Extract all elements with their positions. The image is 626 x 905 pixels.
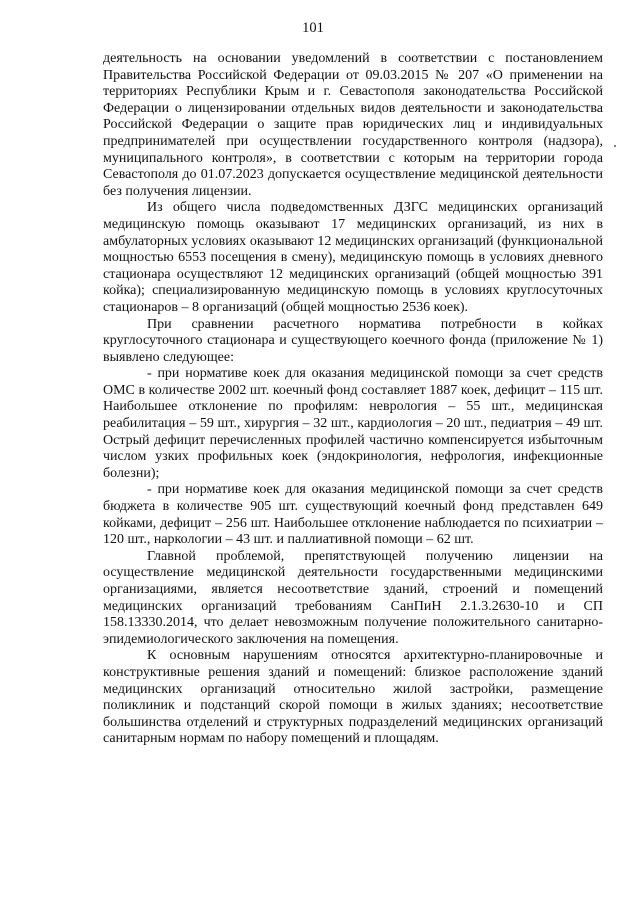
scan-speck — [614, 145, 616, 147]
list-item-oms-bed-deficit: - при нормативе коек для оказания медицинской помощи за счет средств ОМС в количестве 2002 шт. коечный фонд составляет 1887 коек, дефицит – 115 шт. Наибольшее отклонение по профилям: неврология – 55 шт., медицинская реабилитация – 59 шт., хирургия – 32 шт., кардиология – 20 шт., педиатрия – 49 шт. Острый дефицит перечисленных профилей частично компенсируется избыточным числом узких профильных коек (эндокринология, нефрология, инфекционные болезни); — [103, 366, 603, 481]
paragraph-licensing-continuation: деятельность на основании уведомлений в соответствии с постановлением Правительства Российской Федерации от 09.03.2015 № 207 «О применении на территориях Республики Крым и г. Севастополя законодательства Российской Федерации о лицензировании отдельных видов деятельности и законодательства Российской Федерации о защите прав юридических лиц и индивидуальных предпринимателей при осуществлении государственного контроля (надзора), муниципального контроля», в соответствии с которым на территории города Севастополя до 01.07.2023 допускается осуществление медицинской деятельности без получения лицензии. — [103, 51, 603, 199]
paragraph-licensing-main-problem: Главной проблемой, препятствующей получению лицензии на осуществление медицинской деятельности государственными медицинскими организациями, является несоответствие зданий, строений и помещений медицинских организаций требованиям СанПиН 2.1.3.2630-10 и СП 158.13330.2014, что делает невозможным получение положительного санитарно-эпидемиологического заключения на помещения. — [103, 548, 603, 647]
paragraph-medical-organizations-count: Из общего числа подведомственных ДЗГС медицинских организаций медицинскую помощь оказывают 17 медицинских организаций, из них в амбулаторных условиях оказывают 12 медицинских организаций (функциональной мощностью 6553 посещения в смену), медицинскую помощь в условиях дневного стационара осуществляют 12 медицинских организаций (общей мощностью 391 койка); специализированную медицинскую помощь в условиях круглосуточных стационаров – 8 организаций (общей мощностью 2536 коек). — [103, 200, 603, 315]
page-number: 101 — [302, 20, 324, 36]
document-body — [103, 51, 603, 748]
paragraph-main-violations: К основным нарушениям относятся архитектурно-планировочные и конструктивные решения зданий и помещений: близкое расположение зданий медицинских организаций относительно жилой застройки, размещение поликлиник и подстанций скорой помощи в жилых зданиях; несоответствие большинства отделений и структурных подразделений медицинских организаций санитарным нормам по набору помещений и площадям. — [103, 648, 603, 747]
paragraph-bed-norm-comparison: При сравнении расчетного норматива потребности в койках круглосуточного стационара и существующего коечного фонда (приложение № 1) выявлено следующее: — [103, 316, 603, 365]
list-item-budget-bed-deficit: - при нормативе коек для оказания медицинской помощи за счет средств бюджета в количестве 905 шт. существующий коечный фонд представлен 649 койками, дефицит – 256 шт. Наибольшее отклонение наблюдается по психиатрии – 120 шт., наркологии – 43 шт. и паллиативной помощи – 62 шт. — [103, 482, 603, 548]
